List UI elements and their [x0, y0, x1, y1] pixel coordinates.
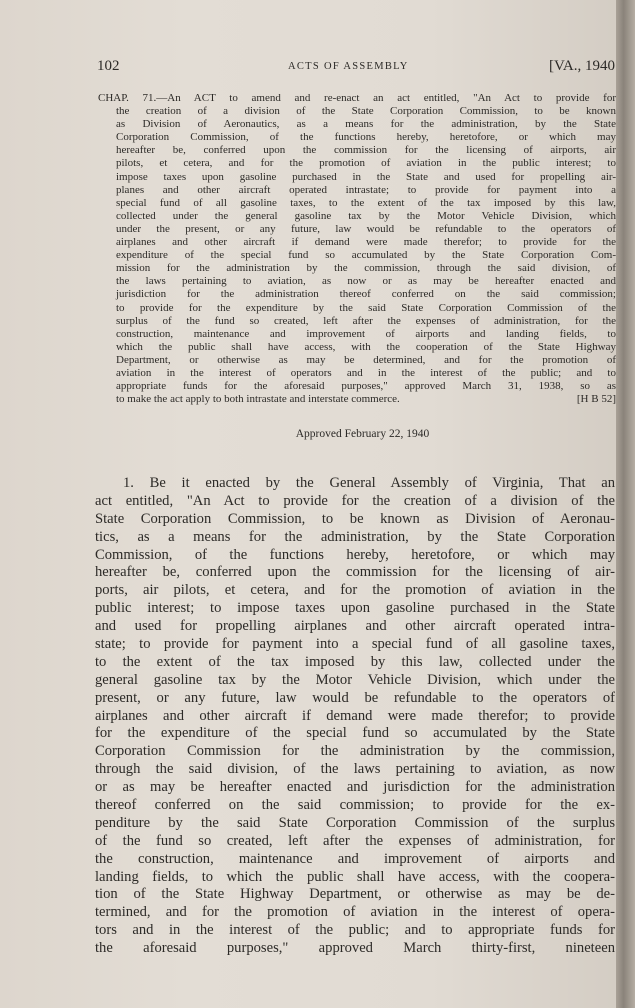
body-line: tics, as a means for the administration, by the State Corporation [95, 528, 615, 545]
chapter-summary [98, 92, 616, 406]
body-line: through the said division, of the laws pertaining to aviation, as now [95, 761, 615, 778]
body-line: hereafter be, conferred upon the commission for the licensing of air- [95, 564, 615, 581]
body-line: airplanes and other aircraft if demand were made therefor; to provide [95, 707, 615, 724]
summary-line: jurisdiction for the administration thereof conferred on the said commission; [116, 288, 616, 301]
summary-line: Department, or otherwise as may be determined, and for the promotion of [116, 353, 616, 366]
body-line: 1. Be it enacted by the General Assembly of Virginia, That an [123, 475, 615, 491]
body-line: tion of the State Highway Department, or otherwise as may be de- [95, 886, 615, 903]
body-line: penditure by the said State Corporation Commission of the surplus [95, 814, 615, 831]
body-line: Corporation Commission for the administration by the commission, [95, 743, 615, 760]
summary-line: construction, maintenance and improvement of airports and landing fields, to [116, 327, 616, 340]
session-reference: [VA., 1940 [549, 58, 615, 74]
summary-line: which the public shall have access, with the cooperation of the State Highway [116, 340, 616, 353]
body-line: thereof conferred on the said commission; to provide for the ex- [95, 797, 615, 814]
body-line: tors and in the interest of the public; and to appropriate funds for [95, 922, 615, 939]
body-line: public interest; to impose taxes upon gasoline purchased in the State [95, 600, 615, 617]
summary-line: appropriate funds for the aforesaid purposes," approved March 31, 1938, so as [116, 380, 616, 393]
summary-line: special fund of all gasoline taxes, to the extent of the tax imposed by this law, [116, 196, 616, 209]
summary-line: the creation of a division of the State Corporation Commission, to be known [116, 105, 616, 118]
body-line: present, or any future, law would be refundable to the operators of [95, 689, 615, 706]
page-number: 102 [97, 58, 120, 74]
running-head [97, 58, 615, 80]
bill-reference: [H B 52] [576, 393, 616, 406]
summary-line: expenditure of the special fund so accumulated by the State Corporation Com- [116, 249, 616, 262]
body-line: Commission, of the functions hereby, heretofore, or which may [95, 546, 615, 563]
summary-line: impose taxes upon gasoline purchased in the State and used for propelling air- [116, 170, 616, 183]
body-line: or as may be hereafter enacted and jurisdiction for the administration [95, 779, 615, 796]
body-line: the construction, maintenance and improvement of airports and [95, 850, 615, 867]
body-line: general gasoline tax by the Motor Vehicle Division, which under the [95, 671, 615, 688]
summary-line: airplanes and other aircraft if demand were made therefor; to provide for the [116, 236, 616, 249]
summary-line: Corporation Commission, of the functions hereby, heretofore, or which may [116, 131, 616, 144]
body-line: termined, and for the promotion of aviation in the interest of opera- [95, 904, 615, 921]
summary-last-line [98, 393, 616, 406]
body-line: landing fields, to which the public shall have access, with the coopera- [95, 868, 615, 885]
summary-line: pilots, et cetera, and for the promotion of aviation in the public interest; to [116, 157, 616, 170]
summary-line: the laws pertaining to aviation, as now or as may be hereafter enacted and [116, 275, 616, 288]
summary-line: collected under the general gasoline tax by the Motor Vehicle Division, which [116, 209, 616, 222]
body-line: state; to provide for payment into a special fund of all gasoline taxes, [95, 636, 615, 653]
summary-line: to provide for the expenditure by the said State Corporation Commission of the [116, 301, 616, 314]
body-line: and used for propelling airplanes and other aircraft operated intra- [95, 618, 615, 635]
page-edge-shadow [616, 0, 635, 1008]
summary-line: under the present, or any future, law would be refundable to the operators of [116, 222, 616, 235]
running-title: ACTS OF ASSEMBLY [288, 61, 409, 72]
summary-line: aviation in the interest of operators and in the interest of the public; and to [116, 366, 616, 379]
body-line: act entitled, "An Act to provide for the creation of a division of the [95, 492, 615, 509]
body-line: of the fund so created, left after the expenses of administration, for [95, 832, 615, 849]
summary-line: planes and other aircraft operated intrastate; to provide for payment into a [116, 183, 616, 196]
summary-line: to make the act apply to both intrastate and interstate commerce. [116, 393, 400, 406]
summary-line: mission for the administration by the commission, through the said division, of [116, 262, 616, 275]
summary-line: surplus of the fund so created, left after the expenses of administration, for the [116, 314, 616, 327]
body-line: to the extent of the tax imposed by this law, collected under the [95, 653, 615, 670]
body-line: ports, air pilots, et cetera, and for the promotion of aviation in the [95, 582, 615, 599]
body-line: State Corporation Commission, to be known as Division of Aeronau- [95, 510, 615, 527]
summary-line: hereafter be, conferred upon the commission for the licensing of airports, air [116, 144, 616, 157]
body-line: for the expenditure of the special fund so accumulated by the State [95, 725, 615, 742]
approval-date: Approved February 22, 1940 [295, 428, 430, 440]
act-body [95, 475, 615, 958]
summary-line: as Division of Aeronautics, as a means for the administration, by the State [116, 118, 616, 131]
summary-line: CHAP. 71.—An ACT to amend and re-enact an act entitled, "An Act to provide for [98, 92, 616, 104]
body-line: the aforesaid purposes," approved March thirty-first, nineteen [95, 940, 615, 957]
